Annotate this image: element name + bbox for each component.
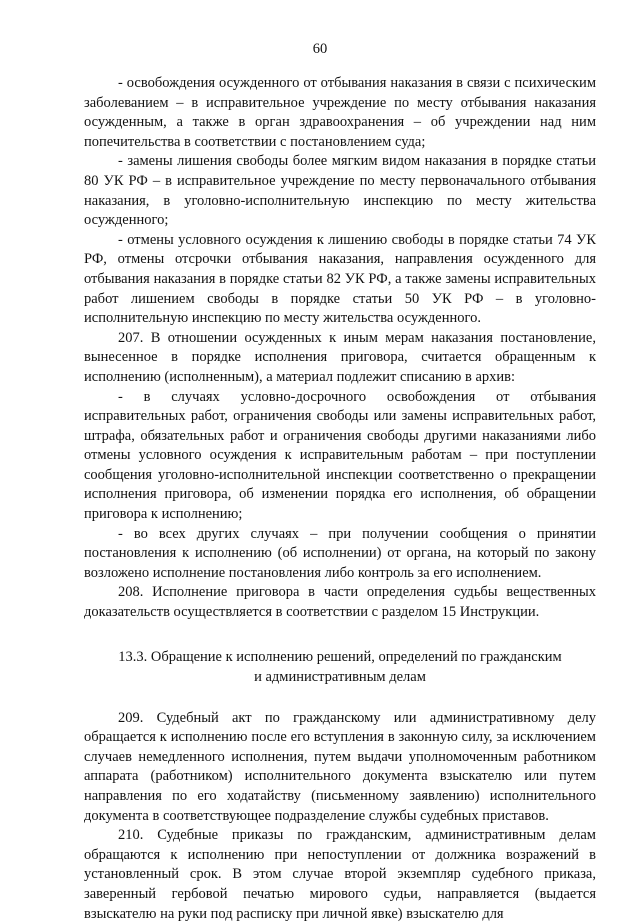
paragraph-replacement-milder-punishment: - замены лишения свободы более мягким видом наказания в порядке статьи 80 УК РФ – в исправительное учреждение по месту первоначального отбывания наказания, в уголовно-исполнительную инспекцию по месту жительства осужденного;	[84, 153, 596, 229]
paragraph-other-cases: - во всех других случаях – при получении сообщения о принятии постановления к исполнению (об исполнении) от органа, на который по закону возложено исполнение постановления либо контроль за его исполнением.	[84, 525, 596, 581]
section-heading	[84, 647, 596, 687]
document-body	[84, 74, 596, 924]
paragraph-209: 209. Судебный акт по гражданскому или административному делу обращается к исполнению после его вступления в законную силу, за исключением случаев немедленного исполнения, путем выдачи уполномоченным работником аппарата (работником) исполнительного документа взыскателю или путем направления по его ходатайству (письменному заявлению) исполнительного документа в соответствующее подразделение службы судебных приставов.	[84, 709, 596, 824]
paragraph-parole-cases: - в случаях условно-досрочного освобождения от отбывания исправительных работ, ограничения свободы или замены исправительных работ, штрафа, обязательных работ и ограничения свободы другими наказаниями либо отмены условного осуждения к исправительным работам – при поступлении сообщения уголовно-исполнительной инспекции соответственно о прекращении исполнения приговора, об изменении порядка его исполнения, об обращении приговора к исполнению;	[84, 388, 596, 523]
paragraph-207: 207. В отношении осужденных к иным мерам наказания постановление, вынесенное в порядке исполнения приговора, считается обращенным к исполнению (исполненным), а материал подлежит списанию в архив:	[84, 329, 596, 385]
section-heading-line-2: и административным делам	[254, 668, 426, 685]
section-heading-line-1: 13.3. Обращение к исполнению решений, определений по гражданским	[118, 648, 562, 665]
paragraph-210: 210. Судебные приказы по гражданским, административным делам обращаются к исполнению при непоступлении от должника возражений в установленный срок. В этом случае второй экземпляр судебного приказа, заверенный гербовой печатью мирового судьи, направляется (выдается взыскателю на руки под расписку при личной явке) взыскателю для	[84, 827, 596, 922]
paragraph-208: 208. Исполнение приговора в части определения судьбы вещественных доказательств осуществляется в соответствии с разделом 15 Инструкции.	[84, 584, 596, 621]
page-number: 60	[312, 41, 328, 57]
paragraph-release-mental-illness: - освобождения осужденного от отбывания наказания в связи с психическим заболеванием – в исправительное учреждение по месту отбывания наказания осужденным, а также в орган здравоохранения – об учреждении над ним попечительства в соответствии с постановлением суда;	[84, 75, 596, 150]
paragraph-cancel-conditional-sentence: - отмены условного осуждения к лишению свободы в порядке статьи 74 УК РФ, отмены отсрочки отбывания наказания, направления осужденного для отбывания наказания в порядке статьи 82 УК РФ, а также замены исправительных работ лишением свободы в порядке статьи 50 УК РФ – в уголовно-исполнительную инспекцию по месту жительства осужденного.	[84, 231, 596, 327]
